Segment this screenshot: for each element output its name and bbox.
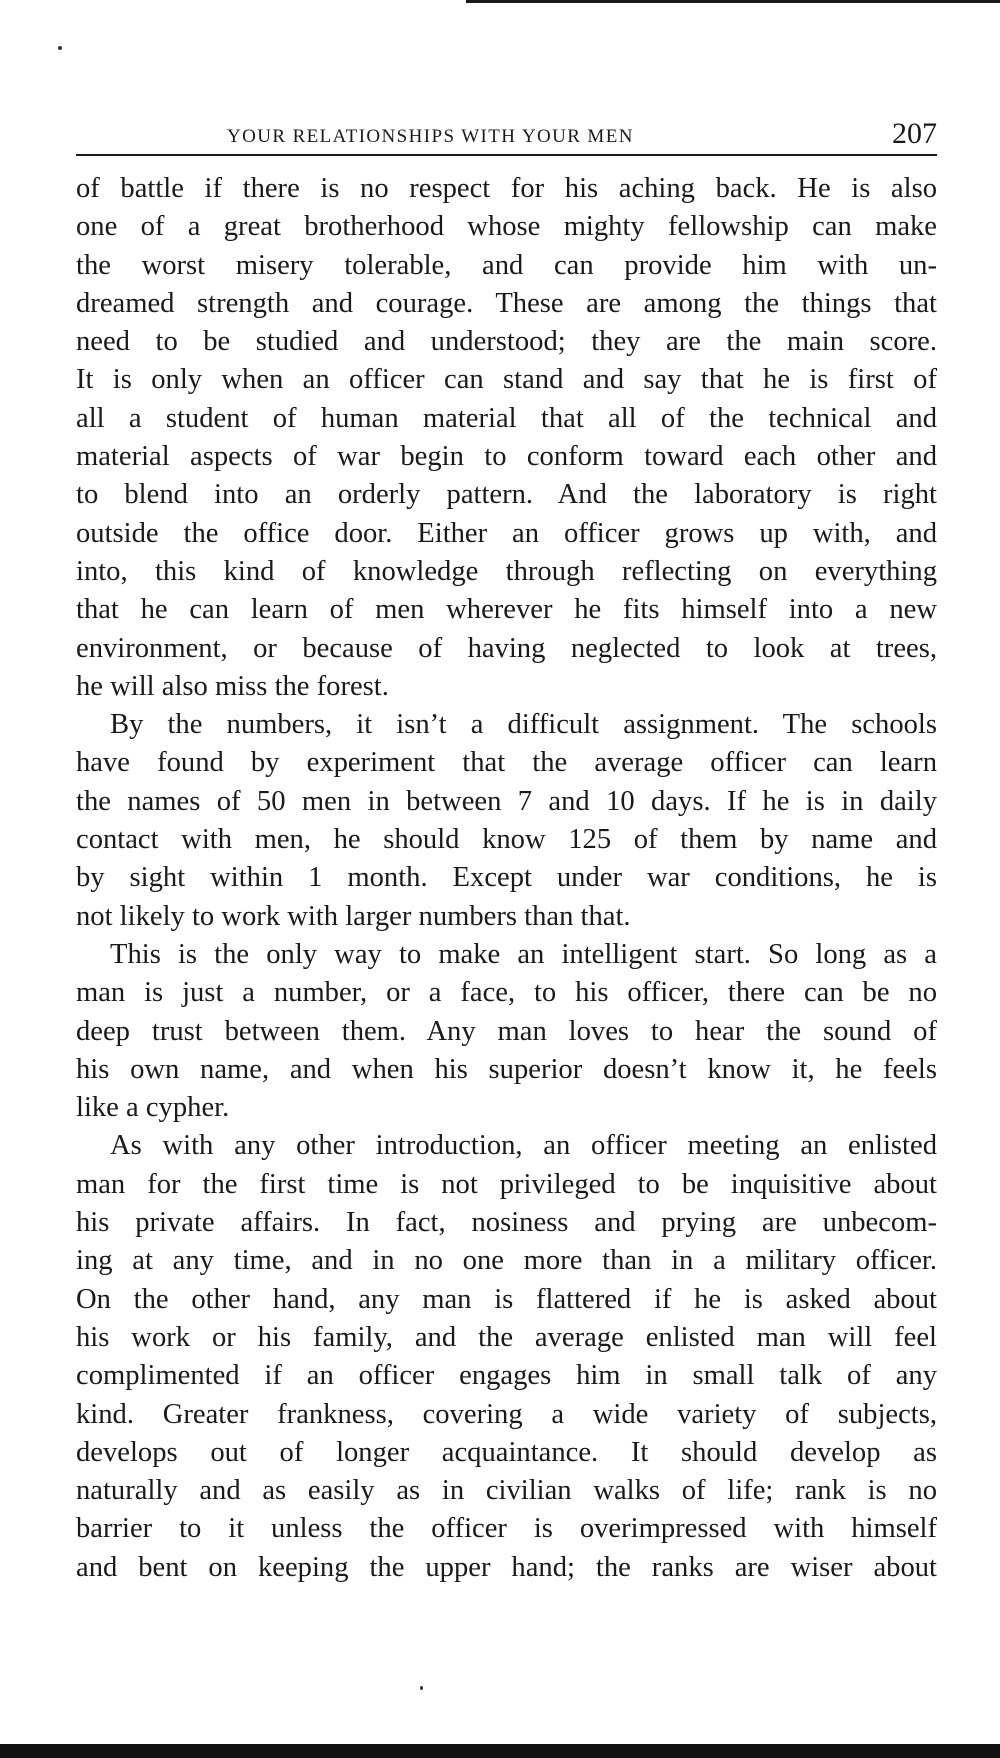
paragraph [76, 706, 937, 936]
text-line: It is only when an officer can stand and say that he is first of [76, 364, 937, 396]
text-line: contact with men, he should know 125 of them by name and [76, 824, 937, 856]
text-line: into, this kind of knowledge through reflecting on everything [76, 555, 937, 587]
text-line: environment, or because of having neglected to look at trees, [76, 632, 937, 664]
text-line: like a cypher. [76, 1092, 230, 1124]
text-line: his own name, and when his superior doesn’t know it, he feels [76, 1053, 937, 1085]
text-line: ing at any time, and in no one more than in a military officer. [76, 1245, 937, 1277]
text-line: naturally and as easily as in civilian walks of life; rank is no [76, 1475, 937, 1507]
page-number: 207 [892, 117, 937, 150]
top-edge-rule [466, 0, 1000, 3]
text-line: have found by experiment that the average officer can learn [76, 747, 937, 779]
text-line: kind. Greater frankness, covering a wide variety of subjects, [76, 1398, 937, 1430]
text-line: and bent on keeping the upper hand; the ranks are wiser about [76, 1551, 937, 1583]
text-line: barrier to it unless the officer is overimpressed with himself [76, 1513, 937, 1545]
text-line: his work or his family, and the average enlisted man will feel [76, 1321, 937, 1353]
scan-speck [420, 1686, 423, 1690]
text-line: complimented if an officer engages him in small talk of any [76, 1360, 937, 1392]
text-line: all a student of human material that all of the technical and [76, 402, 937, 434]
text-line: material aspects of war begin to conform toward each other and [76, 441, 937, 473]
text-line: outside the office door. Either an officer grows up with, and [76, 517, 937, 549]
text-line: one of a great brotherhood whose mighty fellowship can make [76, 211, 937, 243]
text-line: the names of 50 men in between 7 and 10 days. If he is in daily [76, 785, 937, 817]
text-line: he will also miss the forest. [76, 670, 389, 702]
text-line: dreamed strength and courage. These are among the things that [76, 287, 937, 319]
text-line: On the other hand, any man is flattered if he is asked about [76, 1283, 937, 1315]
bottom-edge-rule [0, 1744, 1000, 1758]
text-line: deep trust between them. Any man loves to hear the sound of [76, 1015, 937, 1047]
body-text [76, 170, 937, 1587]
text-line: of battle if there is no respect for his aching back. He is also [76, 173, 937, 204]
text-line: by sight within 1 month. Except under war conditions, he is [76, 862, 937, 894]
running-head-title: YOUR RELATIONSHIPS WITH YOUR MEN [227, 126, 634, 147]
text-line: man for the first time is not privileged to be inquisitive about [76, 1168, 937, 1200]
running-head [76, 112, 937, 156]
paragraph [76, 170, 937, 706]
text-line: develops out of longer acquaintance. It should develop as [76, 1436, 937, 1468]
text-line: the worst misery tolerable, and can provide him with un- [76, 249, 937, 281]
text-line: not likely to work with larger numbers than that. [76, 900, 631, 932]
text-line: to blend into an orderly pattern. And the laboratory is right [76, 479, 937, 511]
text-line: This is the only way to make an intelligent start. So long as a [110, 938, 937, 970]
text-line: need to be studied and understood; they are the main score. [76, 326, 937, 358]
text-line: As with any other introduction, an officer meeting an enlisted [110, 1130, 937, 1162]
scan-speck [58, 46, 62, 50]
text-line: man is just a number, or a face, to his officer, there can be no [76, 977, 937, 1009]
text-line: that he can learn of men wherever he fits himself into a new [76, 594, 937, 626]
text-line: his private affairs. In fact, nosiness and prying are unbecom- [76, 1207, 937, 1239]
paragraph [76, 936, 937, 1127]
text-line: By the numbers, it isn’t a difficult assignment. The schools [110, 709, 937, 741]
paragraph [76, 1127, 937, 1587]
